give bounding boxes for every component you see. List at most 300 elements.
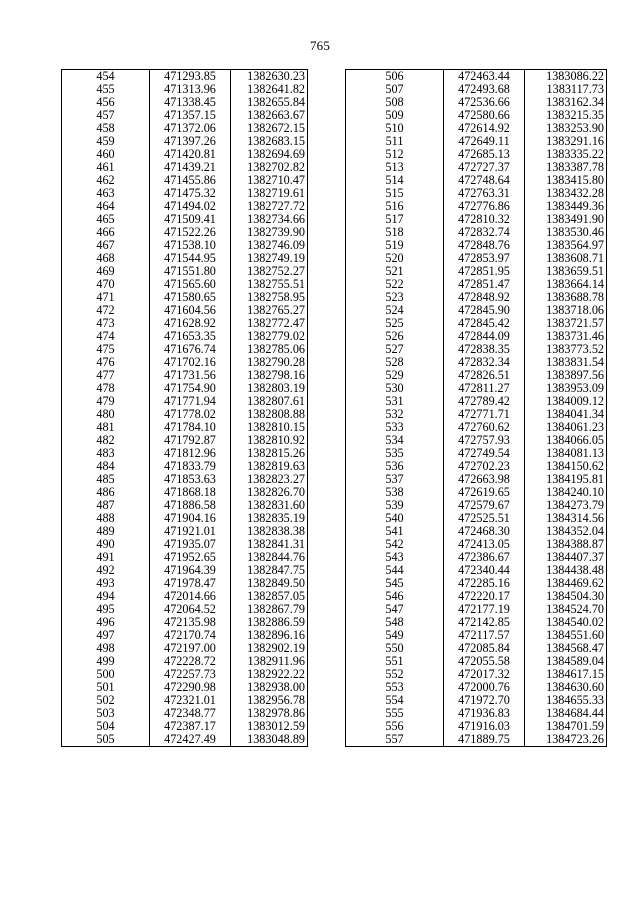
- y-coordinate-cell: 1382808.88: [231, 408, 308, 421]
- x-coordinate-cell: 471731.56: [150, 369, 231, 382]
- point-number-cell: 541: [346, 525, 444, 538]
- point-number-cell: 528: [346, 356, 444, 369]
- point-number-cell: 553: [346, 681, 444, 694]
- table-row: [346, 603, 607, 616]
- x-coordinate-cell: 472463.44: [444, 70, 525, 84]
- x-coordinate-cell: 471293.85: [150, 70, 231, 84]
- x-coordinate-cell: 471338.45: [150, 96, 231, 109]
- x-coordinate-cell: 471886.58: [150, 499, 231, 512]
- y-coordinate-cell: 1382790.28: [231, 356, 308, 369]
- table-row: [346, 460, 607, 473]
- point-number-cell: 466: [62, 226, 150, 239]
- y-coordinate-cell: 1382819.63: [231, 460, 308, 473]
- table-row: [62, 707, 308, 720]
- y-coordinate-cell: 1383215.35: [525, 109, 607, 122]
- y-coordinate-cell: 1383335.22: [525, 148, 607, 161]
- x-coordinate-cell: 472749.54: [444, 447, 525, 460]
- x-coordinate-cell: 471397.26: [150, 135, 231, 148]
- table-row: [346, 642, 607, 655]
- y-coordinate-cell: 1384630.60: [525, 681, 607, 694]
- y-coordinate-cell: 1383253.90: [525, 122, 607, 135]
- y-coordinate-cell: 1382641.82: [231, 83, 308, 96]
- point-number-cell: 497: [62, 629, 150, 642]
- table-row: [62, 148, 308, 161]
- y-coordinate-cell: 1384655.33: [525, 694, 607, 707]
- x-coordinate-cell: 472844.09: [444, 330, 525, 343]
- point-number-cell: 510: [346, 122, 444, 135]
- table-row: [62, 96, 308, 109]
- y-coordinate-cell: 1384469.62: [525, 577, 607, 590]
- table-row: [346, 70, 607, 84]
- point-number-cell: 480: [62, 408, 150, 421]
- y-coordinate-cell: 1382719.61: [231, 187, 308, 200]
- point-number-cell: 519: [346, 239, 444, 252]
- y-coordinate-cell: 1383432.28: [525, 187, 607, 200]
- y-coordinate-cell: 1382755.51: [231, 278, 308, 291]
- point-number-cell: 464: [62, 200, 150, 213]
- point-number-cell: 461: [62, 161, 150, 174]
- table-row: [346, 655, 607, 668]
- point-number-cell: 538: [346, 486, 444, 499]
- table-row: [62, 109, 308, 122]
- y-coordinate-cell: 1384723.26: [525, 733, 607, 747]
- x-coordinate-cell: 471778.02: [150, 408, 231, 421]
- y-coordinate-cell: 1383831.54: [525, 356, 607, 369]
- x-coordinate-cell: 472142.85: [444, 616, 525, 629]
- point-number-cell: 455: [62, 83, 150, 96]
- x-coordinate-cell: 472055.58: [444, 655, 525, 668]
- point-number-cell: 506: [346, 70, 444, 84]
- y-coordinate-cell: 1383564.97: [525, 239, 607, 252]
- table-row: [346, 512, 607, 525]
- y-coordinate-cell: 1383117.73: [525, 83, 607, 96]
- x-coordinate-cell: 471565.60: [150, 278, 231, 291]
- point-number-cell: 463: [62, 187, 150, 200]
- table-row: [62, 434, 308, 447]
- y-coordinate-cell: 1382867.79: [231, 603, 308, 616]
- x-coordinate-cell: 471784.10: [150, 421, 231, 434]
- x-coordinate-cell: 472348.77: [150, 707, 231, 720]
- point-number-cell: 507: [346, 83, 444, 96]
- y-coordinate-cell: 1382752.27: [231, 265, 308, 278]
- y-coordinate-cell: 1382672.15: [231, 122, 308, 135]
- table-row: [346, 265, 607, 278]
- point-number-cell: 539: [346, 499, 444, 512]
- point-number-cell: 552: [346, 668, 444, 681]
- point-number-cell: 500: [62, 668, 150, 681]
- x-coordinate-cell: 472748.64: [444, 174, 525, 187]
- point-number-cell: 521: [346, 265, 444, 278]
- y-coordinate-cell: 1384388.87: [525, 538, 607, 551]
- x-coordinate-cell: 471522.26: [150, 226, 231, 239]
- x-coordinate-cell: 471792.87: [150, 434, 231, 447]
- table-row: [346, 291, 607, 304]
- x-coordinate-cell: 472177.19: [444, 603, 525, 616]
- point-number-cell: 532: [346, 408, 444, 421]
- y-coordinate-cell: 1382785.06: [231, 343, 308, 356]
- y-coordinate-cell: 1383688.78: [525, 291, 607, 304]
- x-coordinate-cell: 471551.80: [150, 265, 231, 278]
- point-number-cell: 513: [346, 161, 444, 174]
- x-coordinate-cell: 471702.16: [150, 356, 231, 369]
- x-coordinate-cell: 472810.32: [444, 213, 525, 226]
- table-row: [62, 278, 308, 291]
- x-coordinate-cell: 472290.98: [150, 681, 231, 694]
- y-coordinate-cell: 1382734.66: [231, 213, 308, 226]
- y-coordinate-cell: 1383415.80: [525, 174, 607, 187]
- point-number-cell: 535: [346, 447, 444, 460]
- x-coordinate-cell: 472285.16: [444, 577, 525, 590]
- x-coordinate-cell: 471921.01: [150, 525, 231, 538]
- table-row: [62, 629, 308, 642]
- point-number-cell: 460: [62, 148, 150, 161]
- point-number-cell: 527: [346, 343, 444, 356]
- point-number-cell: 502: [62, 694, 150, 707]
- x-coordinate-cell: 472017.32: [444, 668, 525, 681]
- point-number-cell: 482: [62, 434, 150, 447]
- table-row: [346, 330, 607, 343]
- y-coordinate-cell: 1382838.38: [231, 525, 308, 538]
- point-number-cell: 465: [62, 213, 150, 226]
- y-coordinate-cell: 1384524.70: [525, 603, 607, 616]
- x-coordinate-cell: 471580.65: [150, 291, 231, 304]
- table-row: [346, 707, 607, 720]
- point-number-cell: 501: [62, 681, 150, 694]
- y-coordinate-cell: 1384504.30: [525, 590, 607, 603]
- table-row: [346, 148, 607, 161]
- x-coordinate-cell: 472014.66: [150, 590, 231, 603]
- table-row: [346, 694, 607, 707]
- table-row: [62, 655, 308, 668]
- y-coordinate-cell: 1383291.16: [525, 135, 607, 148]
- table-row: [346, 135, 607, 148]
- table-row: [346, 681, 607, 694]
- x-coordinate-cell: 472427.49: [150, 733, 231, 747]
- y-coordinate-cell: 1383530.46: [525, 226, 607, 239]
- y-coordinate-cell: 1384551.60: [525, 629, 607, 642]
- y-coordinate-cell: 1383449.36: [525, 200, 607, 213]
- y-coordinate-cell: 1382746.09: [231, 239, 308, 252]
- table-row: [346, 369, 607, 382]
- table-row: [346, 434, 607, 447]
- point-number-cell: 512: [346, 148, 444, 161]
- x-coordinate-cell: 471904.16: [150, 512, 231, 525]
- y-coordinate-cell: 1383721.57: [525, 317, 607, 330]
- x-coordinate-cell: 471853.63: [150, 473, 231, 486]
- table-row: [346, 226, 607, 239]
- y-coordinate-cell: 1382956.78: [231, 694, 308, 707]
- y-coordinate-cell: 1383718.06: [525, 304, 607, 317]
- x-coordinate-cell: 472228.72: [150, 655, 231, 668]
- x-coordinate-cell: 472663.98: [444, 473, 525, 486]
- table-row: [346, 447, 607, 460]
- point-number-cell: 543: [346, 551, 444, 564]
- point-number-cell: 491: [62, 551, 150, 564]
- table-row: [62, 291, 308, 304]
- table-row: [62, 642, 308, 655]
- y-coordinate-cell: 1384589.04: [525, 655, 607, 668]
- point-number-cell: 462: [62, 174, 150, 187]
- table-row: [346, 83, 607, 96]
- point-number-cell: 472: [62, 304, 150, 317]
- y-coordinate-cell: 1384407.37: [525, 551, 607, 564]
- table-row: [62, 174, 308, 187]
- y-coordinate-cell: 1382896.16: [231, 629, 308, 642]
- y-coordinate-cell: 1382835.19: [231, 512, 308, 525]
- table-row: [62, 616, 308, 629]
- x-coordinate-cell: 471771.94: [150, 395, 231, 408]
- point-number-cell: 481: [62, 421, 150, 434]
- table-row: [62, 200, 308, 213]
- y-coordinate-cell: 1382798.16: [231, 369, 308, 382]
- point-number-cell: 499: [62, 655, 150, 668]
- point-number-cell: 548: [346, 616, 444, 629]
- x-coordinate-cell: 472851.47: [444, 278, 525, 291]
- point-number-cell: 504: [62, 720, 150, 733]
- point-number-cell: 542: [346, 538, 444, 551]
- y-coordinate-cell: 1382857.05: [231, 590, 308, 603]
- table-row: [62, 551, 308, 564]
- x-coordinate-cell: 472838.35: [444, 343, 525, 356]
- point-number-cell: 517: [346, 213, 444, 226]
- y-coordinate-cell: 1382683.15: [231, 135, 308, 148]
- point-number-cell: 520: [346, 252, 444, 265]
- table-row: [62, 564, 308, 577]
- y-coordinate-cell: 1383664.14: [525, 278, 607, 291]
- table-body-right: [346, 70, 607, 747]
- table-row: [346, 317, 607, 330]
- point-number-cell: 557: [346, 733, 444, 747]
- table-row: [346, 213, 607, 226]
- x-coordinate-cell: 472387.17: [150, 720, 231, 733]
- table-row: [62, 590, 308, 603]
- y-coordinate-cell: 1384617.15: [525, 668, 607, 681]
- x-coordinate-cell: 472220.17: [444, 590, 525, 603]
- table-row: [62, 733, 308, 747]
- x-coordinate-cell: 472580.66: [444, 109, 525, 122]
- y-coordinate-cell: 1382749.19: [231, 252, 308, 265]
- point-number-cell: 505: [62, 733, 150, 747]
- point-number-cell: 534: [346, 434, 444, 447]
- coordinates-table-right: [345, 69, 607, 747]
- point-number-cell: 488: [62, 512, 150, 525]
- point-number-cell: 493: [62, 577, 150, 590]
- point-number-cell: 476: [62, 356, 150, 369]
- point-number-cell: 544: [346, 564, 444, 577]
- table-body-left: [62, 70, 308, 747]
- y-coordinate-cell: 1382938.00: [231, 681, 308, 694]
- point-number-cell: 551: [346, 655, 444, 668]
- table-row: [346, 408, 607, 421]
- x-coordinate-cell: 472579.67: [444, 499, 525, 512]
- y-coordinate-cell: 1382710.47: [231, 174, 308, 187]
- point-number-cell: 458: [62, 122, 150, 135]
- y-coordinate-cell: 1382803.19: [231, 382, 308, 395]
- table-row: [346, 421, 607, 434]
- y-coordinate-cell: 1384066.05: [525, 434, 607, 447]
- y-coordinate-cell: 1382847.75: [231, 564, 308, 577]
- point-number-cell: 487: [62, 499, 150, 512]
- y-coordinate-cell: 1384352.04: [525, 525, 607, 538]
- table-row: [62, 499, 308, 512]
- x-coordinate-cell: 471972.70: [444, 694, 525, 707]
- x-coordinate-cell: 471936.83: [444, 707, 525, 720]
- y-coordinate-cell: 1384684.44: [525, 707, 607, 720]
- x-coordinate-cell: 472614.92: [444, 122, 525, 135]
- x-coordinate-cell: 471676.74: [150, 343, 231, 356]
- table-row: [62, 421, 308, 434]
- table-row: [346, 499, 607, 512]
- y-coordinate-cell: 1382810.15: [231, 421, 308, 434]
- x-coordinate-cell: 472468.30: [444, 525, 525, 538]
- x-coordinate-cell: 472257.73: [150, 668, 231, 681]
- table-row: [62, 252, 308, 265]
- y-coordinate-cell: 1382978.86: [231, 707, 308, 720]
- point-number-cell: 554: [346, 694, 444, 707]
- table-row: [62, 83, 308, 96]
- x-coordinate-cell: 471754.90: [150, 382, 231, 395]
- table-row: [62, 681, 308, 694]
- y-coordinate-cell: 1382831.60: [231, 499, 308, 512]
- y-coordinate-cell: 1382727.72: [231, 200, 308, 213]
- y-coordinate-cell: 1384568.47: [525, 642, 607, 655]
- x-coordinate-cell: 472493.68: [444, 83, 525, 96]
- y-coordinate-cell: 1382765.27: [231, 304, 308, 317]
- x-coordinate-cell: 471604.56: [150, 304, 231, 317]
- table-row: [346, 382, 607, 395]
- table-row: [62, 603, 308, 616]
- point-number-cell: 550: [346, 642, 444, 655]
- point-number-cell: 478: [62, 382, 150, 395]
- x-coordinate-cell: 472771.71: [444, 408, 525, 421]
- y-coordinate-cell: 1382663.67: [231, 109, 308, 122]
- x-coordinate-cell: 471372.06: [150, 122, 231, 135]
- y-coordinate-cell: 1382655.84: [231, 96, 308, 109]
- point-number-cell: 456: [62, 96, 150, 109]
- table-row: [62, 135, 308, 148]
- y-coordinate-cell: 1384081.13: [525, 447, 607, 460]
- table-row: [62, 213, 308, 226]
- y-coordinate-cell: 1384273.79: [525, 499, 607, 512]
- x-coordinate-cell: 472757.93: [444, 434, 525, 447]
- point-number-cell: 469: [62, 265, 150, 278]
- x-coordinate-cell: 472826.51: [444, 369, 525, 382]
- table-row: [346, 564, 607, 577]
- x-coordinate-cell: 472649.11: [444, 135, 525, 148]
- x-coordinate-cell: 471455.86: [150, 174, 231, 187]
- x-coordinate-cell: 471868.18: [150, 486, 231, 499]
- x-coordinate-cell: 472853.97: [444, 252, 525, 265]
- x-coordinate-cell: 471494.02: [150, 200, 231, 213]
- table-row: [346, 486, 607, 499]
- point-number-cell: 489: [62, 525, 150, 538]
- x-coordinate-cell: 472727.37: [444, 161, 525, 174]
- coordinates-table-left: [61, 69, 308, 747]
- y-coordinate-cell: 1384195.81: [525, 473, 607, 486]
- point-number-cell: 529: [346, 369, 444, 382]
- point-number-cell: 531: [346, 395, 444, 408]
- x-coordinate-cell: 471653.35: [150, 330, 231, 343]
- x-coordinate-cell: 472321.01: [150, 694, 231, 707]
- table-row: [62, 304, 308, 317]
- x-coordinate-cell: 472525.51: [444, 512, 525, 525]
- point-number-cell: 514: [346, 174, 444, 187]
- point-number-cell: 483: [62, 447, 150, 460]
- x-coordinate-cell: 472848.92: [444, 291, 525, 304]
- x-coordinate-cell: 472685.13: [444, 148, 525, 161]
- table-row: [346, 96, 607, 109]
- table-row: [62, 317, 308, 330]
- point-number-cell: 525: [346, 317, 444, 330]
- y-coordinate-cell: 1383387.78: [525, 161, 607, 174]
- point-number-cell: 490: [62, 538, 150, 551]
- point-number-cell: 486: [62, 486, 150, 499]
- point-number-cell: 470: [62, 278, 150, 291]
- table-row: [346, 304, 607, 317]
- point-number-cell: 471: [62, 291, 150, 304]
- table-row: [346, 577, 607, 590]
- y-coordinate-cell: 1383048.89: [231, 733, 308, 747]
- x-coordinate-cell: 471420.81: [150, 148, 231, 161]
- table-row: [346, 525, 607, 538]
- x-coordinate-cell: 472760.62: [444, 421, 525, 434]
- table-row: [346, 356, 607, 369]
- y-coordinate-cell: 1384041.34: [525, 408, 607, 421]
- point-number-cell: 518: [346, 226, 444, 239]
- point-number-cell: 536: [346, 460, 444, 473]
- y-coordinate-cell: 1383773.52: [525, 343, 607, 356]
- table-row: [62, 720, 308, 733]
- point-number-cell: 511: [346, 135, 444, 148]
- x-coordinate-cell: 471475.32: [150, 187, 231, 200]
- table-row: [346, 343, 607, 356]
- x-coordinate-cell: 472832.74: [444, 226, 525, 239]
- table-row: [346, 252, 607, 265]
- point-number-cell: 498: [62, 642, 150, 655]
- x-coordinate-cell: 471978.47: [150, 577, 231, 590]
- y-coordinate-cell: 1382823.27: [231, 473, 308, 486]
- table-row: [346, 551, 607, 564]
- y-coordinate-cell: 1382886.59: [231, 616, 308, 629]
- table-row: [62, 70, 308, 84]
- table-row: [62, 161, 308, 174]
- table-row: [62, 538, 308, 551]
- point-number-cell: 494: [62, 590, 150, 603]
- y-coordinate-cell: 1384061.23: [525, 421, 607, 434]
- x-coordinate-cell: 472117.57: [444, 629, 525, 642]
- table-row: [346, 174, 607, 187]
- x-coordinate-cell: 471509.41: [150, 213, 231, 226]
- y-coordinate-cell: 1383491.90: [525, 213, 607, 226]
- table-row: [346, 239, 607, 252]
- table-row: [62, 408, 308, 421]
- table-row: [62, 356, 308, 369]
- y-coordinate-cell: 1382826.70: [231, 486, 308, 499]
- point-number-cell: 522: [346, 278, 444, 291]
- point-number-cell: 459: [62, 135, 150, 148]
- x-coordinate-cell: 471935.07: [150, 538, 231, 551]
- x-coordinate-cell: 472845.90: [444, 304, 525, 317]
- table-row: [62, 382, 308, 395]
- x-coordinate-cell: 472811.27: [444, 382, 525, 395]
- x-coordinate-cell: 471889.75: [444, 733, 525, 747]
- table-row: [346, 395, 607, 408]
- table-row: [62, 239, 308, 252]
- point-number-cell: 496: [62, 616, 150, 629]
- table-row: [62, 668, 308, 681]
- point-number-cell: 537: [346, 473, 444, 486]
- y-coordinate-cell: 1382844.76: [231, 551, 308, 564]
